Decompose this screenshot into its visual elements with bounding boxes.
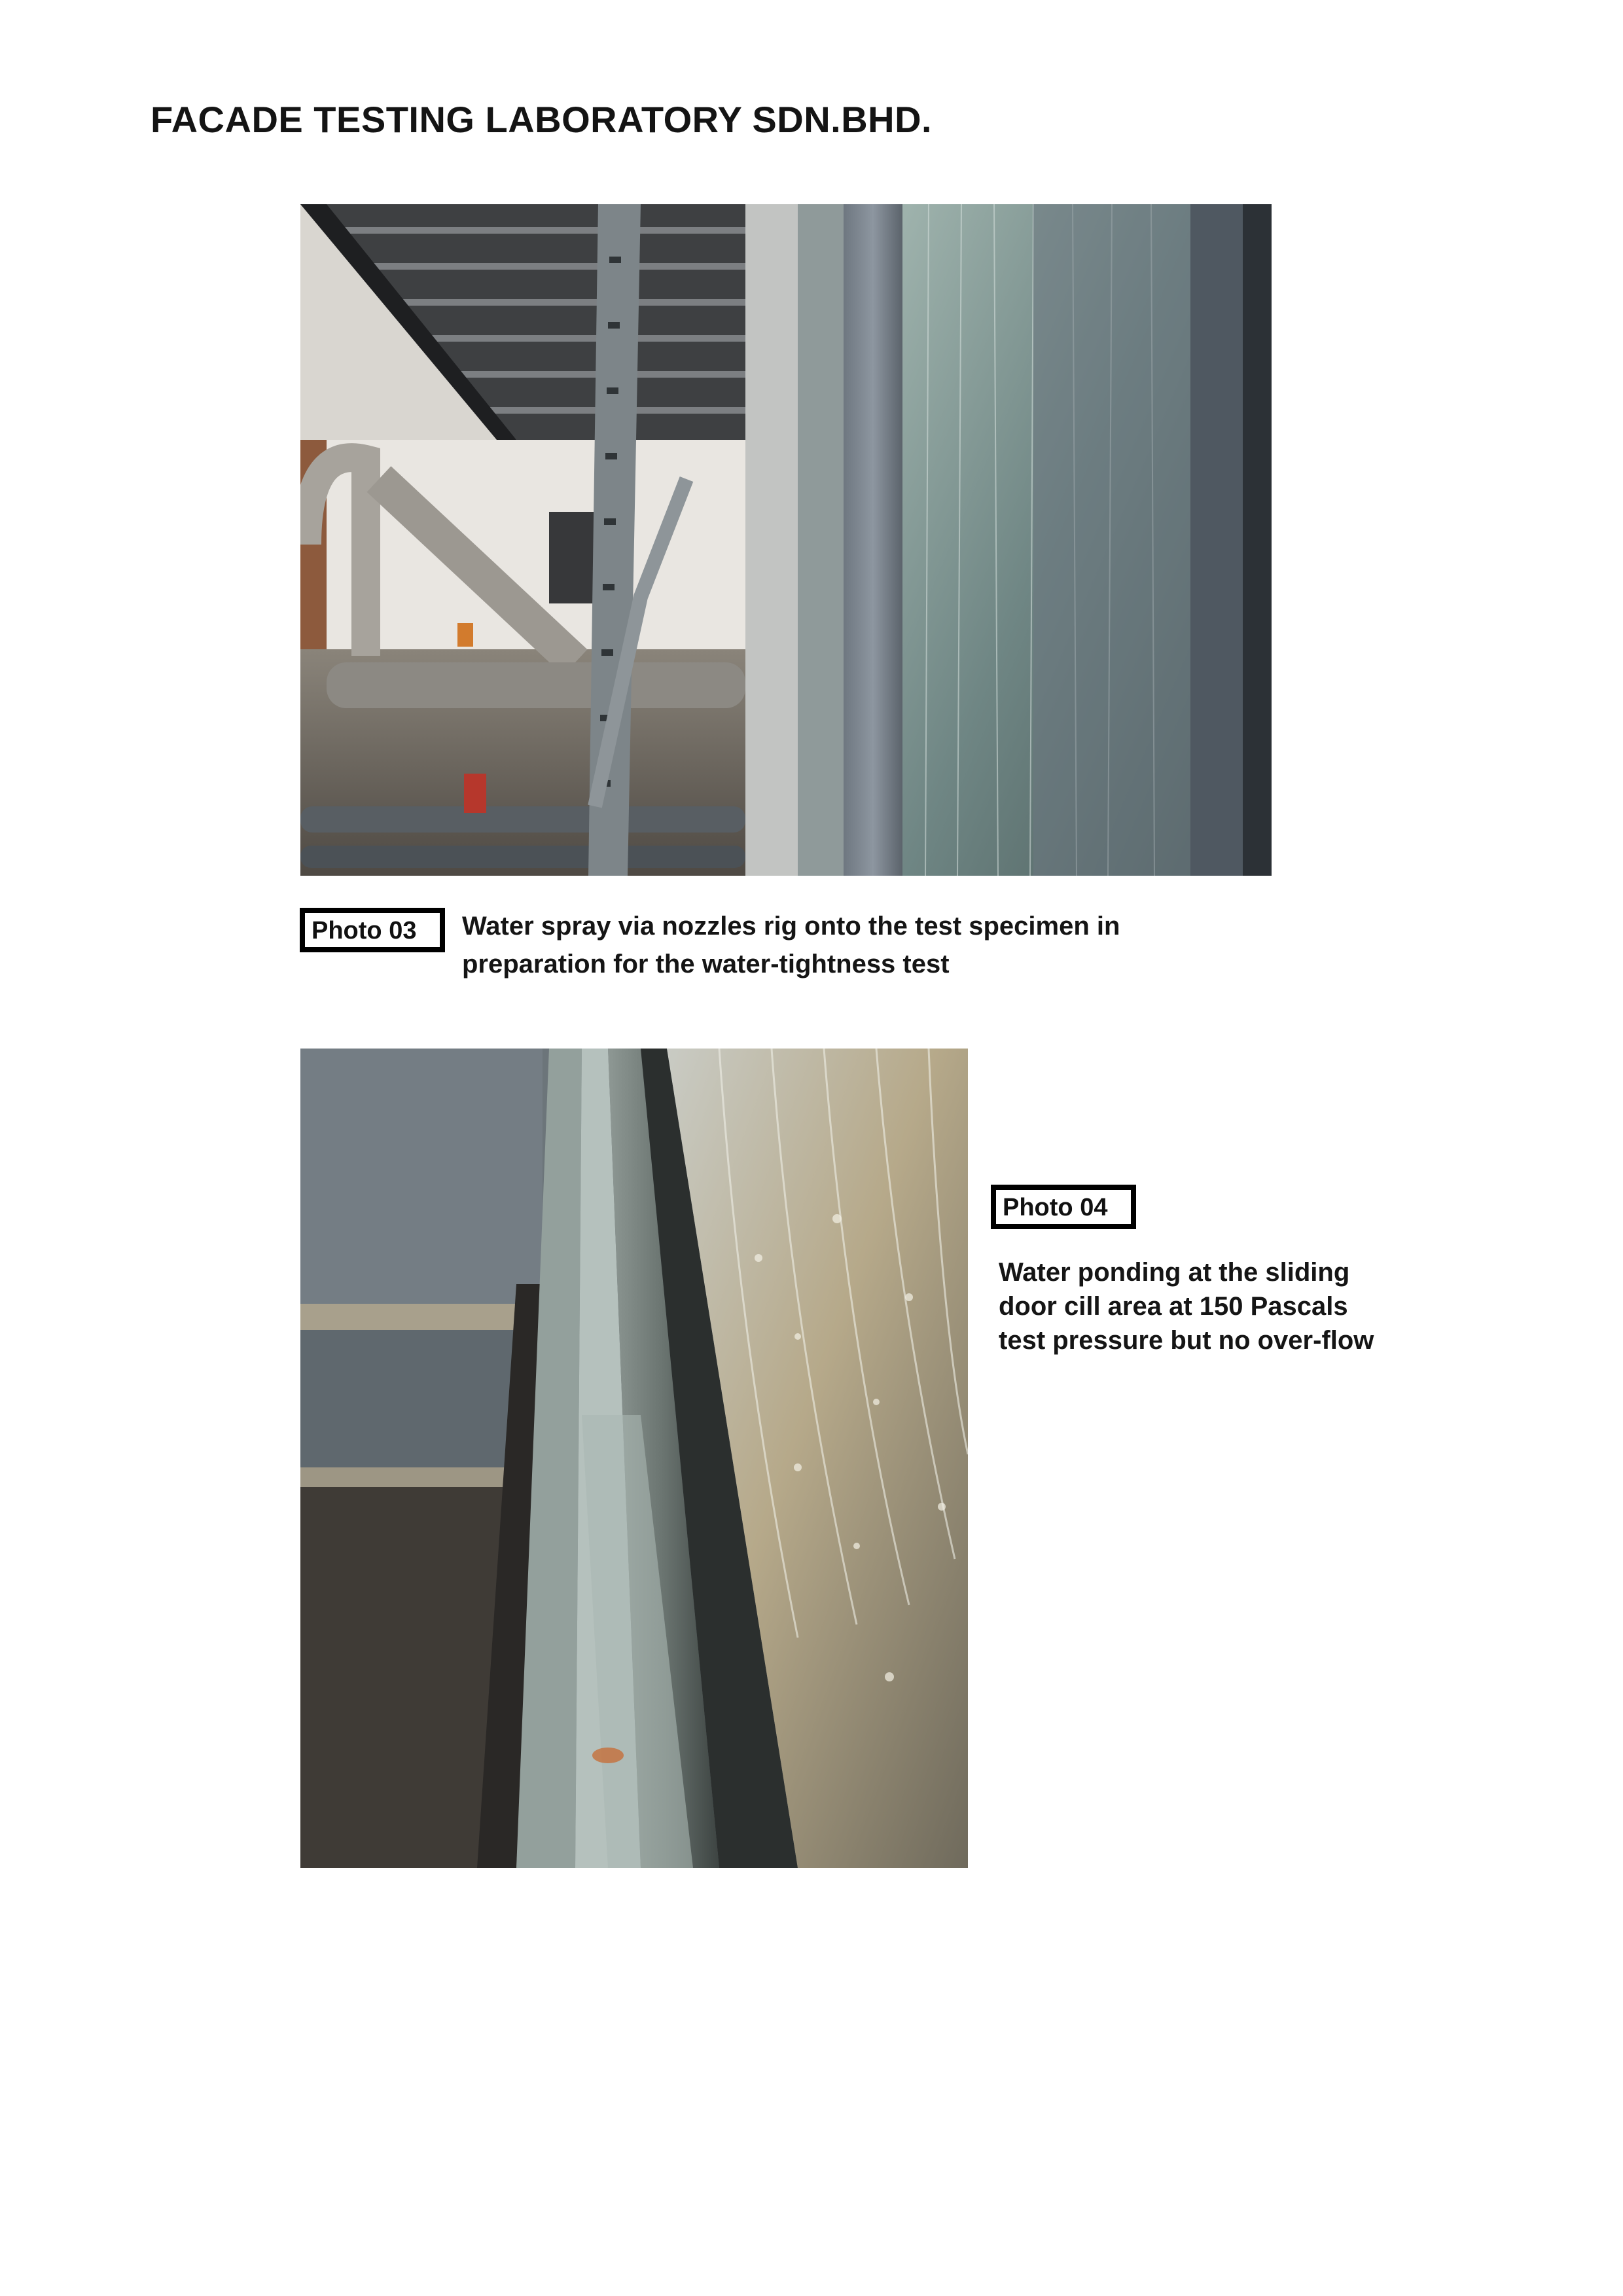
photo-04-caption-line-1: Water ponding at the sliding <box>999 1258 1350 1287</box>
photo-03-label: Photo 03 <box>300 908 445 952</box>
door-cill-water-ponding-photo <box>300 1049 968 1868</box>
photo-03-caption <box>462 907 1247 983</box>
company-title: FACADE TESTING LABORATORY SDN.BHD. <box>151 99 933 140</box>
water-spray-rig-photo <box>300 204 1272 876</box>
photo-03-caption-line-1: Water spray via nozzles rig onto the test specimen in <box>462 912 1120 941</box>
photo-04-caption <box>999 1255 1418 1357</box>
photo-03-image <box>300 204 1272 876</box>
photo-04-caption-line-2: door cill area at 150 Pascals <box>999 1292 1348 1321</box>
photo-03-caption-line-2: preparation for the water-tightness test <box>462 950 950 978</box>
photo-04-label: Photo 04 <box>991 1185 1136 1229</box>
photo-04-caption-line-3: test pressure but no over-flow <box>999 1326 1374 1355</box>
photo-04-image <box>300 1049 968 1868</box>
